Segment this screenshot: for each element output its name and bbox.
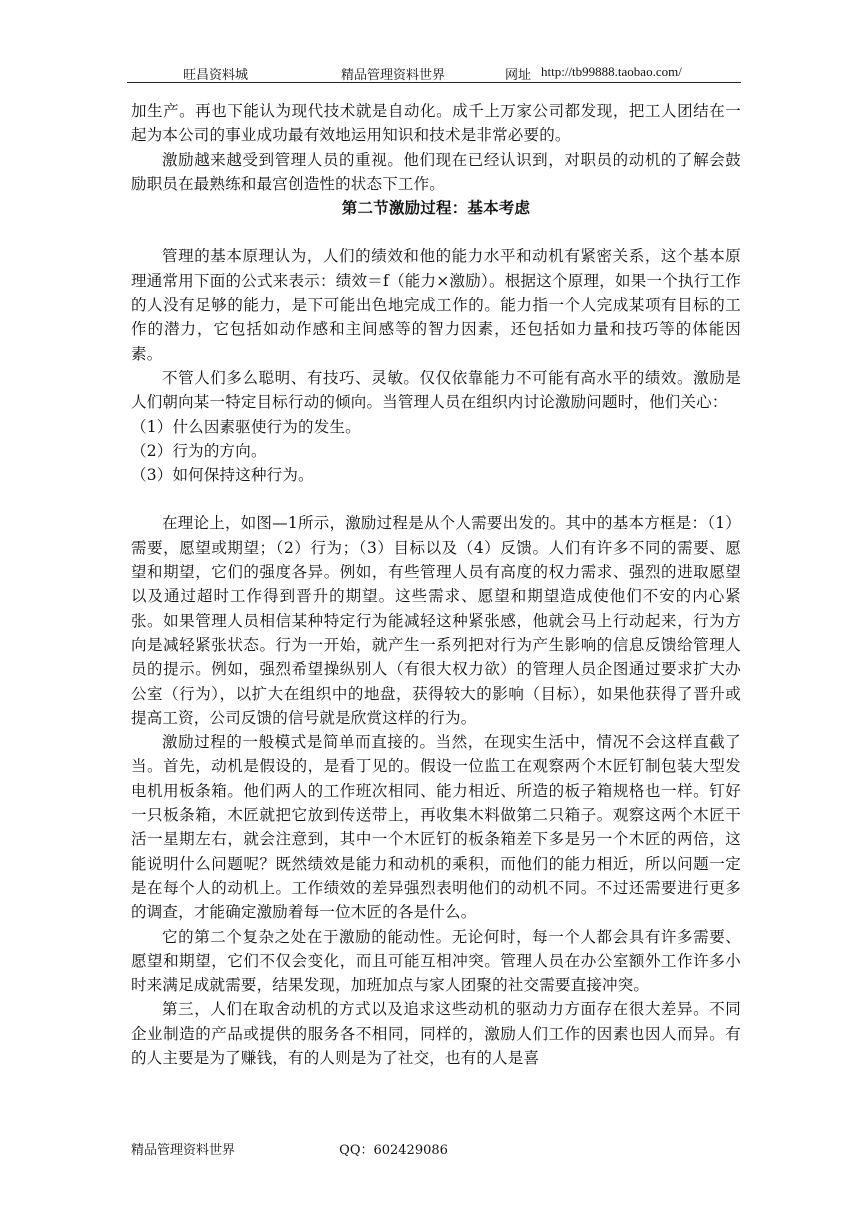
list-item: （3）如何保持这种行为。 bbox=[131, 466, 314, 485]
footer-site-name: 精品管理资料世界 bbox=[131, 1143, 236, 1158]
paragraph: 它的第二个复杂之处在于激励的能动性。无论何时，每一个人都会具有许多需要、愿望和期望，它们不仅会变化，而且可能互相冲突。管理人员在办公室额外工作许多小时来满足成就需要，结果发现，加班加点与家人团聚的社交需要直接冲突。 bbox=[131, 927, 741, 995]
paragraph: 激励过程的一般模式是简单而直接的。当然，在现实生活中，情况不会这样直截了当。首先，动机是假设的，是看丁见的。假设一位监工在观察两个木匠钉制包装大型发电机用板条箱。他们两人的工作班次相同、能力相近、所造的板子箱规格也一样。钉好一只板条箱，木匠就把它放到传送带上，再收集木料做第二只箱子。观察这两个木匠干活一星期左右，就会注意到，其中一个木匠钉的板条箱差下多是另一个木匠的两倍，这能说明什么问题呢？既然绩效是能力和动机的乘积，而他们的能力相近，所以问题一定是在每个人的动机上。工作绩效的差异强烈表明他们的动机不同。不过还需要进行更多的调查，才能确定激励着每一位木匠的各是什么。 bbox=[131, 733, 741, 922]
footer-qq: QQ：602429086 bbox=[339, 1143, 448, 1158]
page-footer bbox=[131, 1139, 448, 1158]
spacer bbox=[131, 487, 741, 511]
paragraph: 不管人们多么聪明、有技巧、灵敏。仅仅依靠能力不可能有高水平的绩效。激励是人们朝向某一特定目标行动的倾向。当管理人员在组织内讨论激励问题时，他们关心： bbox=[131, 368, 741, 412]
header-subtitle: 精品管理资料世界 bbox=[341, 68, 446, 83]
paragraph: 第三，人们在取舍动机的方式以及追求这些动机的驱动力方面存在很大差异。不同企业制造的产品或提供的服务各不相同，同样的，激励人们工作的因素也因人而异。有的人主要是为了赚钱，有的人则是为了社交，也有的人是喜 bbox=[131, 1000, 741, 1067]
header-url-link[interactable]: http://tb99888.taobao.com/ bbox=[541, 64, 682, 79]
section-heading: 第二节激励过程：基本考虑 bbox=[341, 199, 531, 218]
page-header bbox=[127, 62, 741, 83]
document-body bbox=[131, 99, 741, 1070]
spacer bbox=[131, 220, 741, 244]
header-site-name: 旺昌资料城 bbox=[183, 68, 249, 83]
header-url-label: 网址 bbox=[505, 68, 532, 83]
list-item: （2）行为的方向。 bbox=[131, 441, 267, 460]
paragraph: 加生产。再也下能认为现代技术就是自动化。成千上万家公司都发现，把工人团结在一起为本公司的事业成功最有效地运用知识和技术是非常必要的。 bbox=[131, 102, 741, 145]
paragraph: 在理论上，如图—1所示，激励过程是从个人需要出发的。其中的基本方框是：（1）需要，愿望或期望；（2）行为；（3）目标以及（4）反馈。人们有许多不同的需要、愿望和期望，它们的强度各异。例如，有些管理人员有高度的权力需求、强烈的进取愿望以及通过超时工作得到晋升的期望。这些需求、愿望和期望造成使他们不安的内心紧张。如果管理人员相信某种特定行为能减轻这种紧张感，他就会马上行动起来，行为方向是减轻紧张状态。行为一开始，就产生一系列把对行为产生影响的信息反馈给管理人员的提示。例如，强烈希望操纵别人（有很大权力欲）的管理人员企图通过要求扩大办公室（行为），以扩大在组织中的地盘，获得较大的影响（目标），如果他获得了晋升或提高工资，公司反馈的信号就是欣赏这样的行为。 bbox=[131, 514, 741, 727]
list-item: （1）什么因素驱使行为的发生。 bbox=[131, 417, 361, 436]
paragraph: 激励越来越受到管理人员的重视。他们现在已经认识到，对职员的动机的了解会鼓励职员在最熟练和最宫创造性的状态下工作。 bbox=[131, 150, 741, 193]
paragraph: 管理的基本原理认为，人们的绩效和他的能力水平和动机有紧密关系，这个基本原理通常用下面的公式来表示：绩效＝f（能力×激励）。根据这个原理，如果一个执行工作的人没有足够的能力，是下可能出色地完成工作的。能力指一个人完成某项有目标的工作的潜力，它包括如动作感和主间感等的智力因素，还包括如力量和技巧等的体能因素。 bbox=[131, 247, 741, 363]
